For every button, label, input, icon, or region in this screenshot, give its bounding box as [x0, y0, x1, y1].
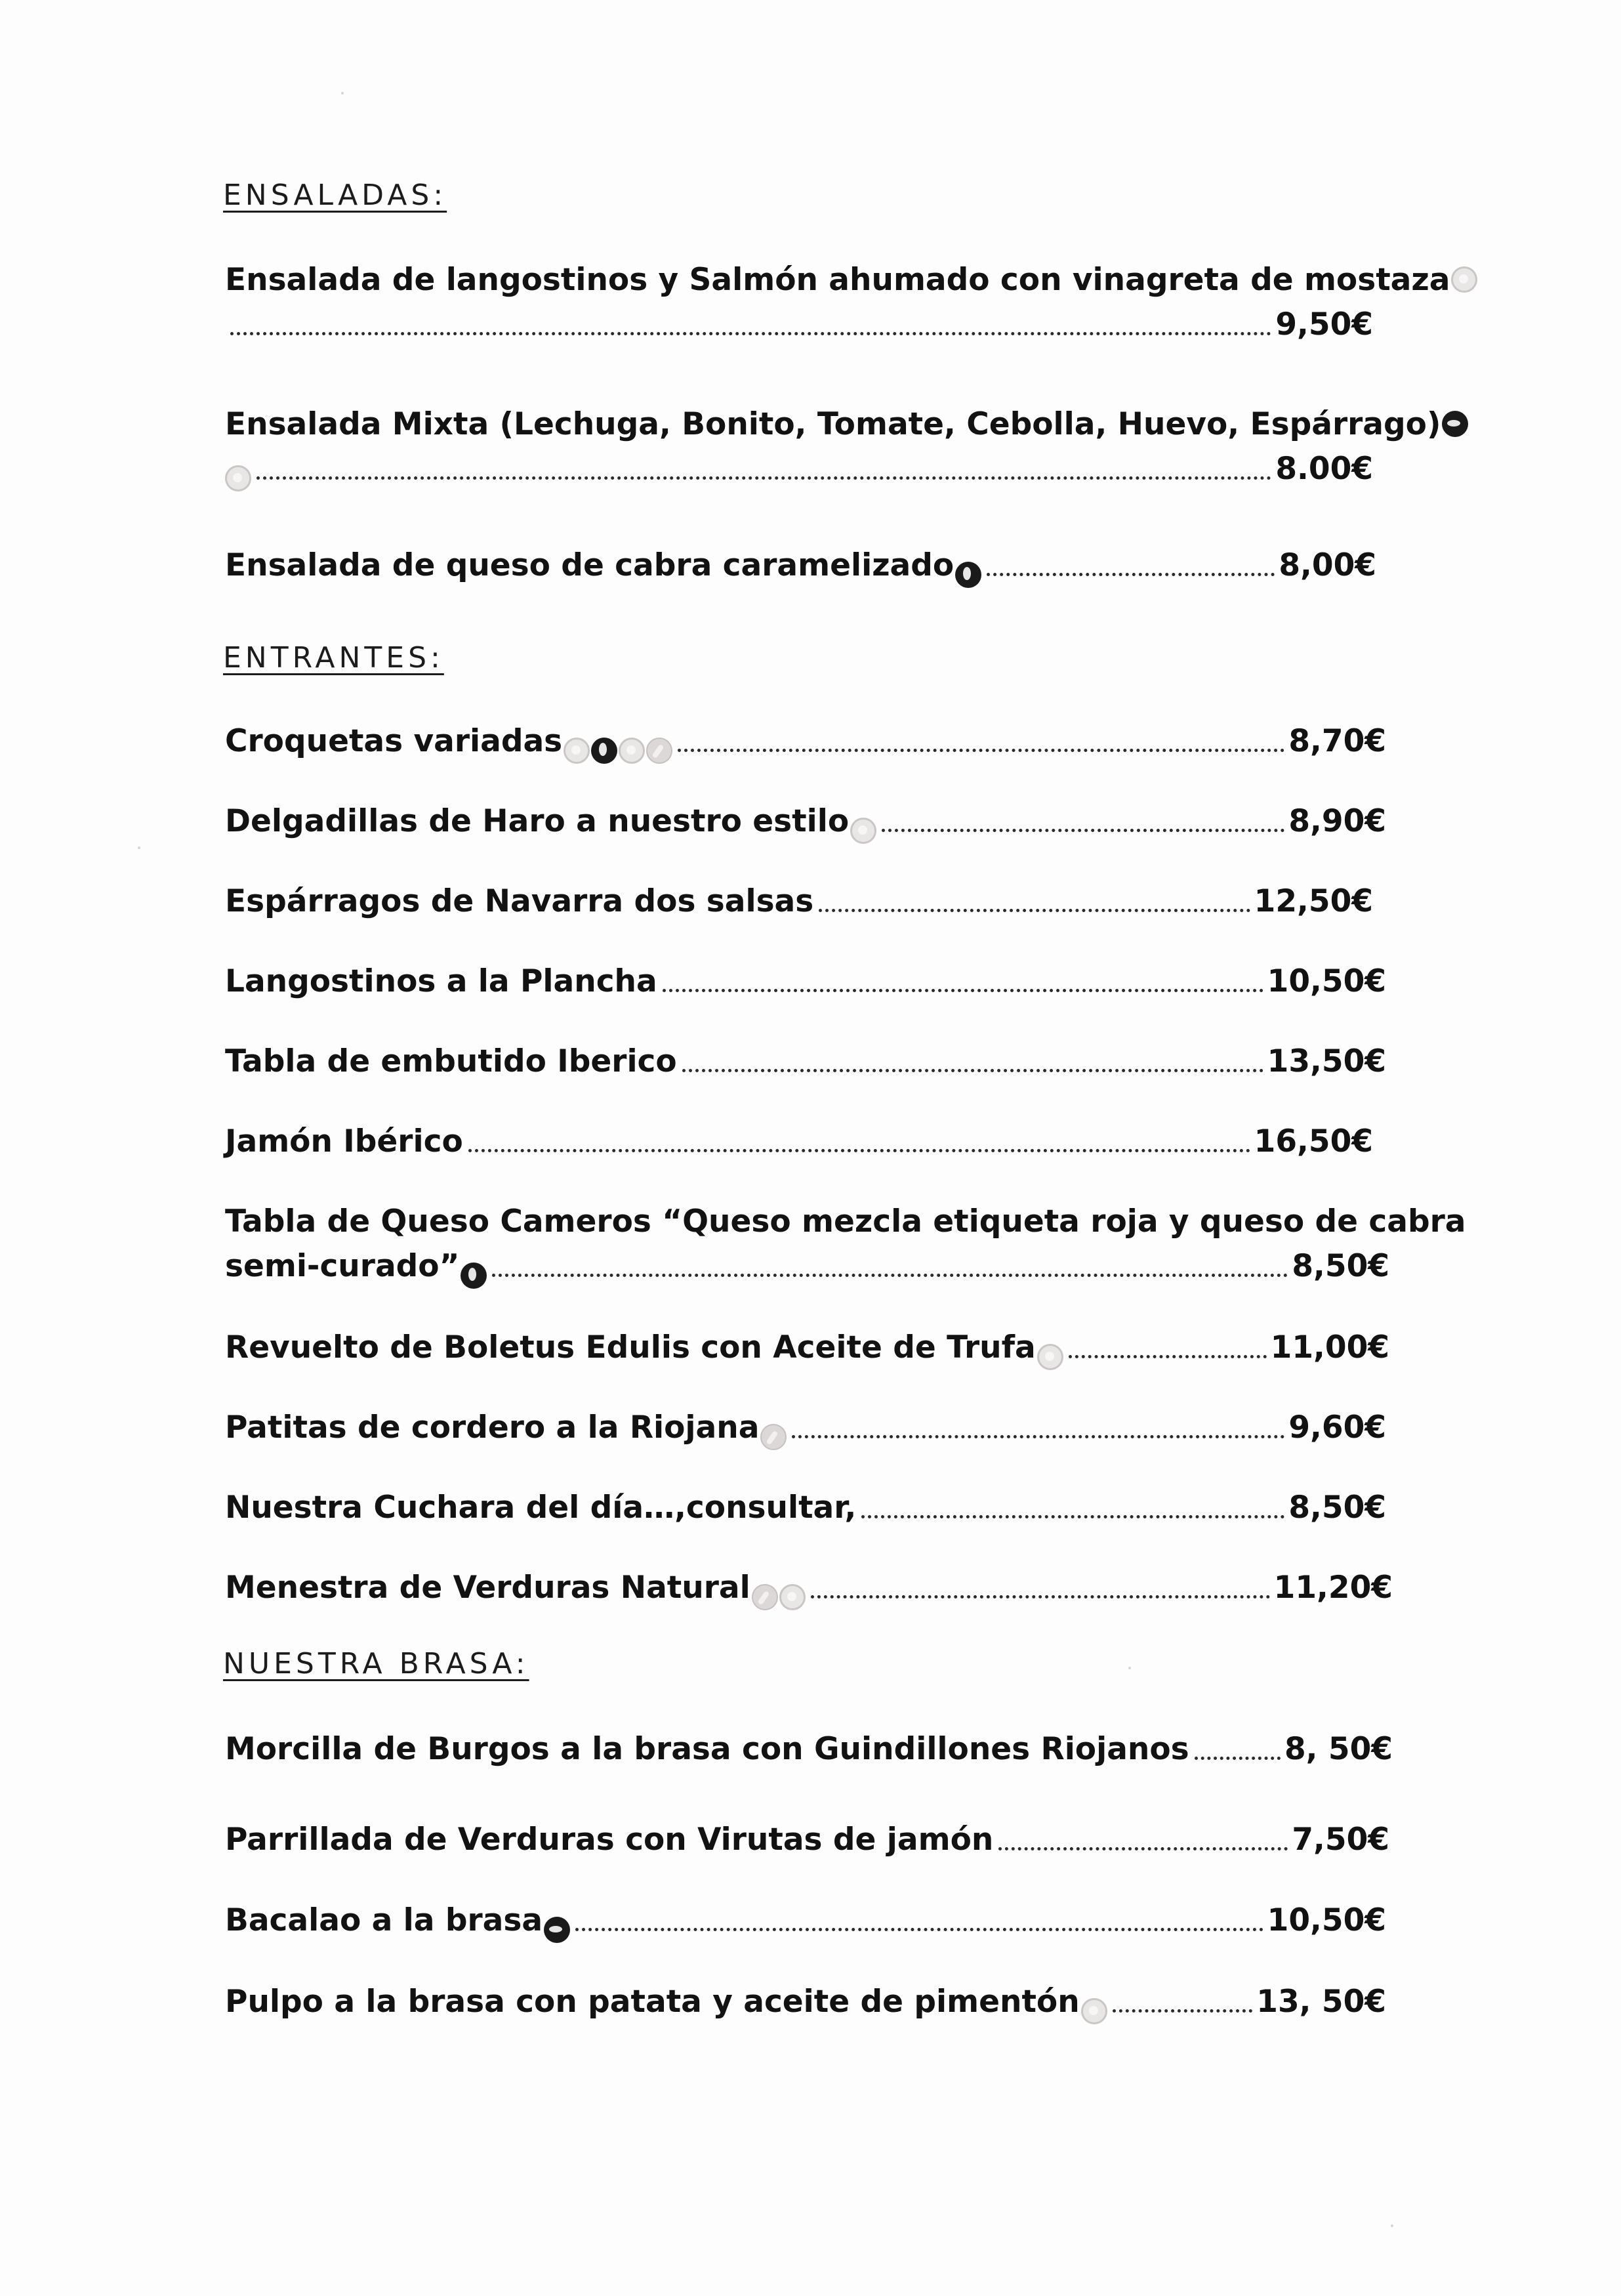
- mustard-allergen-icon: [1451, 266, 1477, 293]
- menu-item: [225, 1980, 1386, 2024]
- item-name: Nuestra Cuchara del día…,consultar,: [225, 1490, 857, 1526]
- item-price: 7,50€: [1292, 1822, 1389, 1858]
- dot-leader: [230, 332, 1271, 335]
- item-name: Revuelto de Boletus Edulis con Aceite de Trufa: [225, 1329, 1036, 1366]
- item-name: Jamón Ibérico: [225, 1123, 463, 1159]
- item-name: Tabla de Queso Cameros “Queso mezcla etiqueta roja y queso de cabra: [225, 1203, 1466, 1240]
- dot-leader: [861, 1515, 1284, 1518]
- dot-leader: [987, 573, 1275, 576]
- item-name: Patitas de cordero a la Riojana: [225, 1409, 760, 1446]
- item-price: 8,00€: [1279, 547, 1376, 583]
- paper-speck: [1128, 1667, 1131, 1669]
- menu-item: [225, 402, 1441, 491]
- item-price: 13, 50€: [1256, 1984, 1386, 2020]
- item-price: 8,90€: [1288, 803, 1386, 839]
- mollusc-allergen-icon: [1081, 1998, 1107, 2024]
- egg-allergen-icon: [1037, 1344, 1063, 1370]
- item-name: Ensalada de queso de cabra caramelizado: [225, 547, 954, 583]
- menu-item: [225, 1039, 1386, 1084]
- milk-allergen-icon: [955, 562, 981, 588]
- item-price: 9,50€: [1275, 306, 1373, 343]
- item-name: Langostinos a la Plancha: [225, 963, 657, 999]
- section-heading-nuestra-brasa: NUESTRA BRASA:: [223, 1647, 529, 1680]
- item-name-continued: semi-curado”: [225, 1248, 460, 1284]
- celery-allergen-icon: [760, 1424, 787, 1450]
- menu-item: [225, 1200, 1466, 1289]
- dot-leader: [882, 829, 1284, 832]
- item-name: Morcilla de Burgos a la brasa con Guindillones Riojanos: [225, 1731, 1189, 1767]
- dot-leader: [682, 1069, 1263, 1072]
- menu-item: [225, 1406, 1386, 1450]
- menu-item: [225, 1486, 1386, 1530]
- item-price: 8.00€: [1275, 451, 1373, 487]
- section-heading-entrantes: ENTRANTES:: [223, 641, 444, 675]
- menu-item: [225, 879, 1373, 924]
- item-name: Ensalada de langostinos y Salmón ahumado con vinagreta de mostaza: [225, 262, 1450, 298]
- dot-leader: [998, 1847, 1288, 1850]
- menu-item: [225, 1119, 1373, 1164]
- item-price: 10,50€: [1267, 963, 1386, 999]
- item-name: Pulpo a la brasa con patata y aceite de pimentón: [225, 1984, 1080, 2020]
- paper-speck: [138, 846, 140, 849]
- menu-item: [225, 1727, 1393, 1772]
- item-name: Tabla de embutido Iberico: [225, 1043, 677, 1079]
- dot-leader: [1069, 1355, 1267, 1358]
- egg-allergen-icon: [225, 465, 251, 491]
- menu-item: [225, 1898, 1386, 1943]
- dot-leader: [678, 749, 1284, 752]
- dot-leader: [256, 476, 1271, 480]
- dot-leader: [663, 989, 1263, 992]
- item-price: 13,50€: [1267, 1043, 1386, 1079]
- menu-item: [225, 719, 1386, 764]
- item-name: Delgadillas de Haro a nuestro estilo: [225, 803, 850, 839]
- menu-item: [225, 543, 1376, 588]
- menu-item: [225, 1325, 1389, 1370]
- celery-allergen-icon: [752, 1584, 778, 1610]
- celery-allergen-icon: [646, 738, 672, 764]
- dot-leader: [1113, 2009, 1253, 2013]
- paper-speck: [1391, 2224, 1393, 2227]
- menu-item: [225, 959, 1386, 1004]
- menu-item: [225, 799, 1386, 844]
- item-price: 9,60€: [1288, 1409, 1386, 1446]
- dot-leader: [575, 1928, 1263, 1931]
- item-name: Parrillada de Verduras con Virutas de jamón: [225, 1822, 994, 1858]
- egg-allergen-icon: [619, 738, 645, 764]
- dot-leader: [492, 1274, 1288, 1277]
- paper-speck: [341, 92, 344, 94]
- item-name: Ensalada Mixta (Lechuga, Bonito, Tomate, Cebolla, Huevo, Espárrago): [225, 406, 1441, 442]
- item-price: 11,20€: [1273, 1570, 1393, 1606]
- item-name: Menestra de Verduras Natural: [225, 1570, 750, 1606]
- gluten-allergen-icon: [564, 738, 590, 764]
- dot-leader: [468, 1149, 1250, 1152]
- item-name: Bacalao a la brasa: [225, 1902, 543, 1938]
- item-price: 8,50€: [1292, 1248, 1389, 1284]
- section-heading-ensaladas: ENSALADAS:: [223, 178, 447, 212]
- item-price: 8, 50€: [1284, 1731, 1393, 1767]
- gluten-allergen-icon: [850, 818, 876, 844]
- item-price: 8,50€: [1288, 1490, 1386, 1526]
- menu-item: [225, 1818, 1389, 1862]
- dot-leader: [811, 1595, 1270, 1598]
- dot-leader: [792, 1435, 1284, 1438]
- menu-item: [225, 1566, 1393, 1610]
- dot-leader: [1195, 1757, 1281, 1760]
- fish-allergen-icon: [544, 1917, 570, 1943]
- fish-allergen-icon: [1442, 411, 1468, 437]
- item-price: 8,70€: [1288, 723, 1386, 759]
- menu-item: [225, 258, 1450, 347]
- item-name: Espárragos de Navarra dos salsas: [225, 883, 814, 919]
- item-price: 12,50€: [1254, 883, 1373, 919]
- item-name: Croquetas variadas: [225, 723, 563, 759]
- milk-allergen-icon: [461, 1263, 487, 1289]
- item-price: 16,50€: [1254, 1123, 1373, 1159]
- item-price: 11,00€: [1270, 1329, 1389, 1366]
- milk-allergen-icon: [591, 738, 617, 764]
- item-price: 10,50€: [1267, 1902, 1386, 1938]
- dot-leader: [819, 909, 1250, 912]
- gluten-allergen-icon: [779, 1584, 806, 1610]
